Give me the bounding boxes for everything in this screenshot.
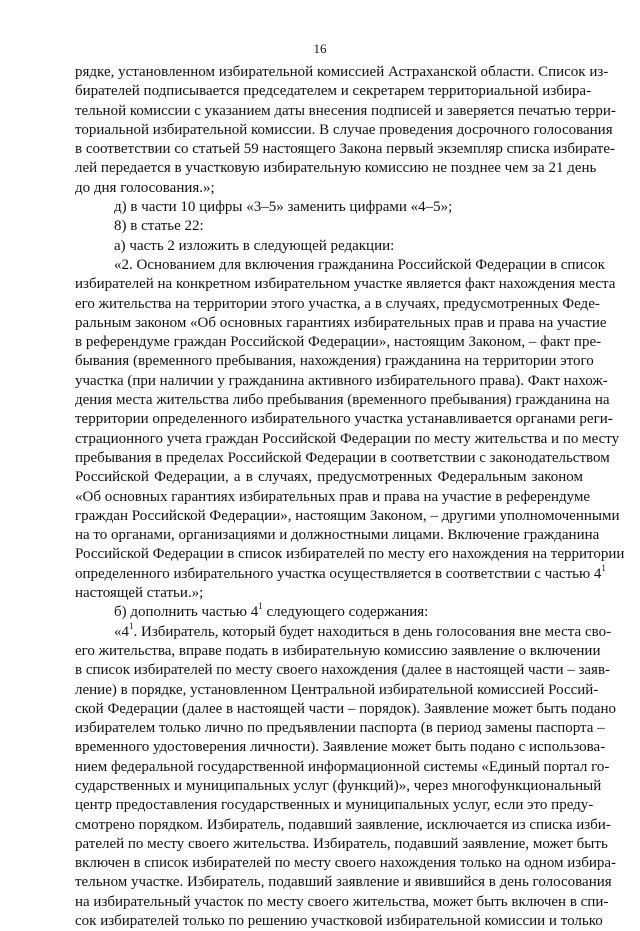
text-line <box>75 700 617 719</box>
text-line <box>75 314 607 333</box>
text-line <box>75 796 594 815</box>
text-line <box>75 140 615 159</box>
line-text: центр предоставления государственных и муниципальных услуг, если это преду- <box>75 797 594 814</box>
line-text: пребывания в пределах Российской Федерации в соответствии с законодательством <box>75 449 610 466</box>
text-line <box>75 603 583 622</box>
text-line <box>75 816 611 835</box>
line-text: его жительства, вправе подать в избирательную комиссию заявление о включении <box>75 642 601 659</box>
text-line <box>75 681 599 700</box>
text-line <box>75 159 597 178</box>
text-line <box>75 391 610 410</box>
line-text: ление) в порядке, установленном Центральной избирательной комиссией Россий- <box>75 681 599 698</box>
text-line <box>75 719 605 738</box>
line-text: участка (при наличии у гражданина активного избирательного права). Факт нахож- <box>75 372 608 389</box>
line-text: временного удостоверения личности). Заявление может быть подано с использова- <box>75 739 606 756</box>
text-line <box>75 237 583 256</box>
line-text: нием федеральной государственной информационной системы «Единый портал го- <box>75 758 610 775</box>
text-line <box>75 410 613 429</box>
line-text: граждан Российской Федерации», настоящим Законом, – другими уполномоченными <box>75 507 620 524</box>
superscript: 1 <box>601 562 606 573</box>
line-text: смотрено порядком. Избиратель, подавший заявление, исключается из списка изби- <box>75 816 611 833</box>
line-text: бывания (временного пребывания, нахождения) гражданина на территории этого <box>75 353 594 370</box>
text-line <box>75 121 613 140</box>
superscript: 1 <box>129 620 134 631</box>
text-line <box>75 295 600 314</box>
line-text: на избирательный участок по месту своего жительства, может быть включен в спи- <box>75 893 609 910</box>
text-line <box>75 468 583 487</box>
line-text: ской Федерации (далее в настоящей части – порядок). Заявление может быть подано <box>75 700 617 717</box>
page-number: 16 <box>313 41 327 56</box>
text-line <box>75 449 610 468</box>
line-text: в референдуме граждан Российской Федерации», настоящим Законом, – факт пре- <box>75 334 602 351</box>
text-line <box>75 873 612 892</box>
text-line <box>75 217 583 236</box>
line-text: рядке, установленном избирательной комиссией Астраханской области. Список из- <box>75 64 609 80</box>
text-line <box>75 333 602 352</box>
line-text: избирателей на конкретном избирательном участке является факт нахождения места <box>75 276 616 293</box>
text-line <box>75 854 617 873</box>
line-text: а) часть 2 изложить в следующей редакции: <box>114 237 395 254</box>
line-text: до дня голосования.»; <box>75 179 215 196</box>
line-text: дения места жительства либо пребывания (временного пребывания) гражданина на <box>75 392 610 409</box>
line-text: определенного избирательного участка осуществляется в соответствии с частью 4 <box>75 565 602 582</box>
line-text-tail: следующего содержания: <box>262 604 429 621</box>
line-text: страционного учета граждан Российской Федерации по месту жительства и по месту <box>75 430 620 447</box>
text-line <box>75 488 591 507</box>
text-line <box>75 179 583 198</box>
text-line <box>75 758 610 777</box>
line-text: включен в список избирателей по месту своего нахождения только на одном избира- <box>75 855 617 872</box>
text-line <box>75 102 616 121</box>
line-text: 8) в статье 22: <box>114 218 204 235</box>
line-text: сударственных и муниципальных услуг (функций)», через многофункциональный <box>75 777 602 794</box>
line-text: сок избирателей только по решению участковой избирательной комиссии и только <box>75 913 603 930</box>
line-text: в список избирателей по месту своего нахождения (далее в настоящей части – заяв- <box>75 662 611 679</box>
text-line <box>75 620 612 642</box>
text-line <box>75 372 608 391</box>
line-text: «Об основных гарантиях избирательных прав и права на участие в референдуме <box>75 488 591 505</box>
line-text: ториальной избирательной комиссии. В случае проведения досрочного голосования <box>75 121 613 138</box>
text-line <box>75 835 608 854</box>
text-line <box>75 198 583 217</box>
line-text: ральным законом «Об основных гарантиях избирательных прав и права на участие <box>75 314 607 331</box>
line-text: бирателей подписывается председателем и секретарем территориальной избира- <box>75 83 592 100</box>
line-text: Российской Федерации, а в случаях, предусмотренных Федеральным законом <box>75 469 583 486</box>
line-text: тельном участке. Избиратель, подавший заявление и явившийся в день голосования <box>75 874 612 891</box>
text-line <box>75 738 606 757</box>
text-line <box>75 256 605 275</box>
line-text: настоящей статьи.»; <box>75 585 204 602</box>
line-text: д) в части 10 цифры «3–5» заменить цифрами «4–5»; <box>114 199 453 216</box>
document-body <box>75 63 625 931</box>
line-text: территории определенного избирательного участка устанавливается органами реги- <box>75 411 613 428</box>
text-line <box>75 63 609 82</box>
text-line <box>75 562 606 584</box>
line-text: «2. Основанием для включения гражданина Российской Федерации в список <box>114 256 605 273</box>
text-line <box>75 82 592 101</box>
text-line <box>75 430 620 449</box>
line-text: лей передается в участковую избирательную комиссию не позднее чем за 21 день <box>75 160 597 177</box>
text-line <box>75 275 616 294</box>
line-text: на то органами, организациями и должностными лицами. Включение гражданина <box>75 527 600 544</box>
line-text: избирателем только лично по предъявлении паспорта (в период замены паспорта – <box>75 720 605 737</box>
text-line <box>75 893 609 912</box>
text-line <box>75 642 601 661</box>
line-text: в соответствии со статьей 59 настоящего Закона первый экземпляр списка избирате- <box>75 141 615 158</box>
line-text: рателей по месту своего жительства. Избиратель, подавший заявление, может быть <box>75 835 608 852</box>
line-text: его жительства на территории этого участка, а в случаях, предусмотренных Феде- <box>75 295 600 312</box>
text-line <box>75 777 602 796</box>
text-line <box>75 352 594 371</box>
text-line <box>75 545 625 564</box>
line-text: б) дополнить частью 4 <box>114 604 259 621</box>
line-text: тельной комиссии с указанием даты внесения подписей и заверяется печатью терри- <box>75 102 616 119</box>
text-line <box>75 584 583 603</box>
line-text: «4 <box>114 623 129 640</box>
line-text-tail: . Избиратель, который будет находиться в день голосования вне места сво- <box>133 623 612 640</box>
line-text: Российской Федерации в список избирателей по месту его нахождения на территории <box>75 546 625 563</box>
text-line <box>75 661 611 680</box>
text-line <box>75 912 603 931</box>
text-line <box>75 507 620 526</box>
text-line <box>75 526 600 545</box>
superscript: 1 <box>258 601 263 612</box>
